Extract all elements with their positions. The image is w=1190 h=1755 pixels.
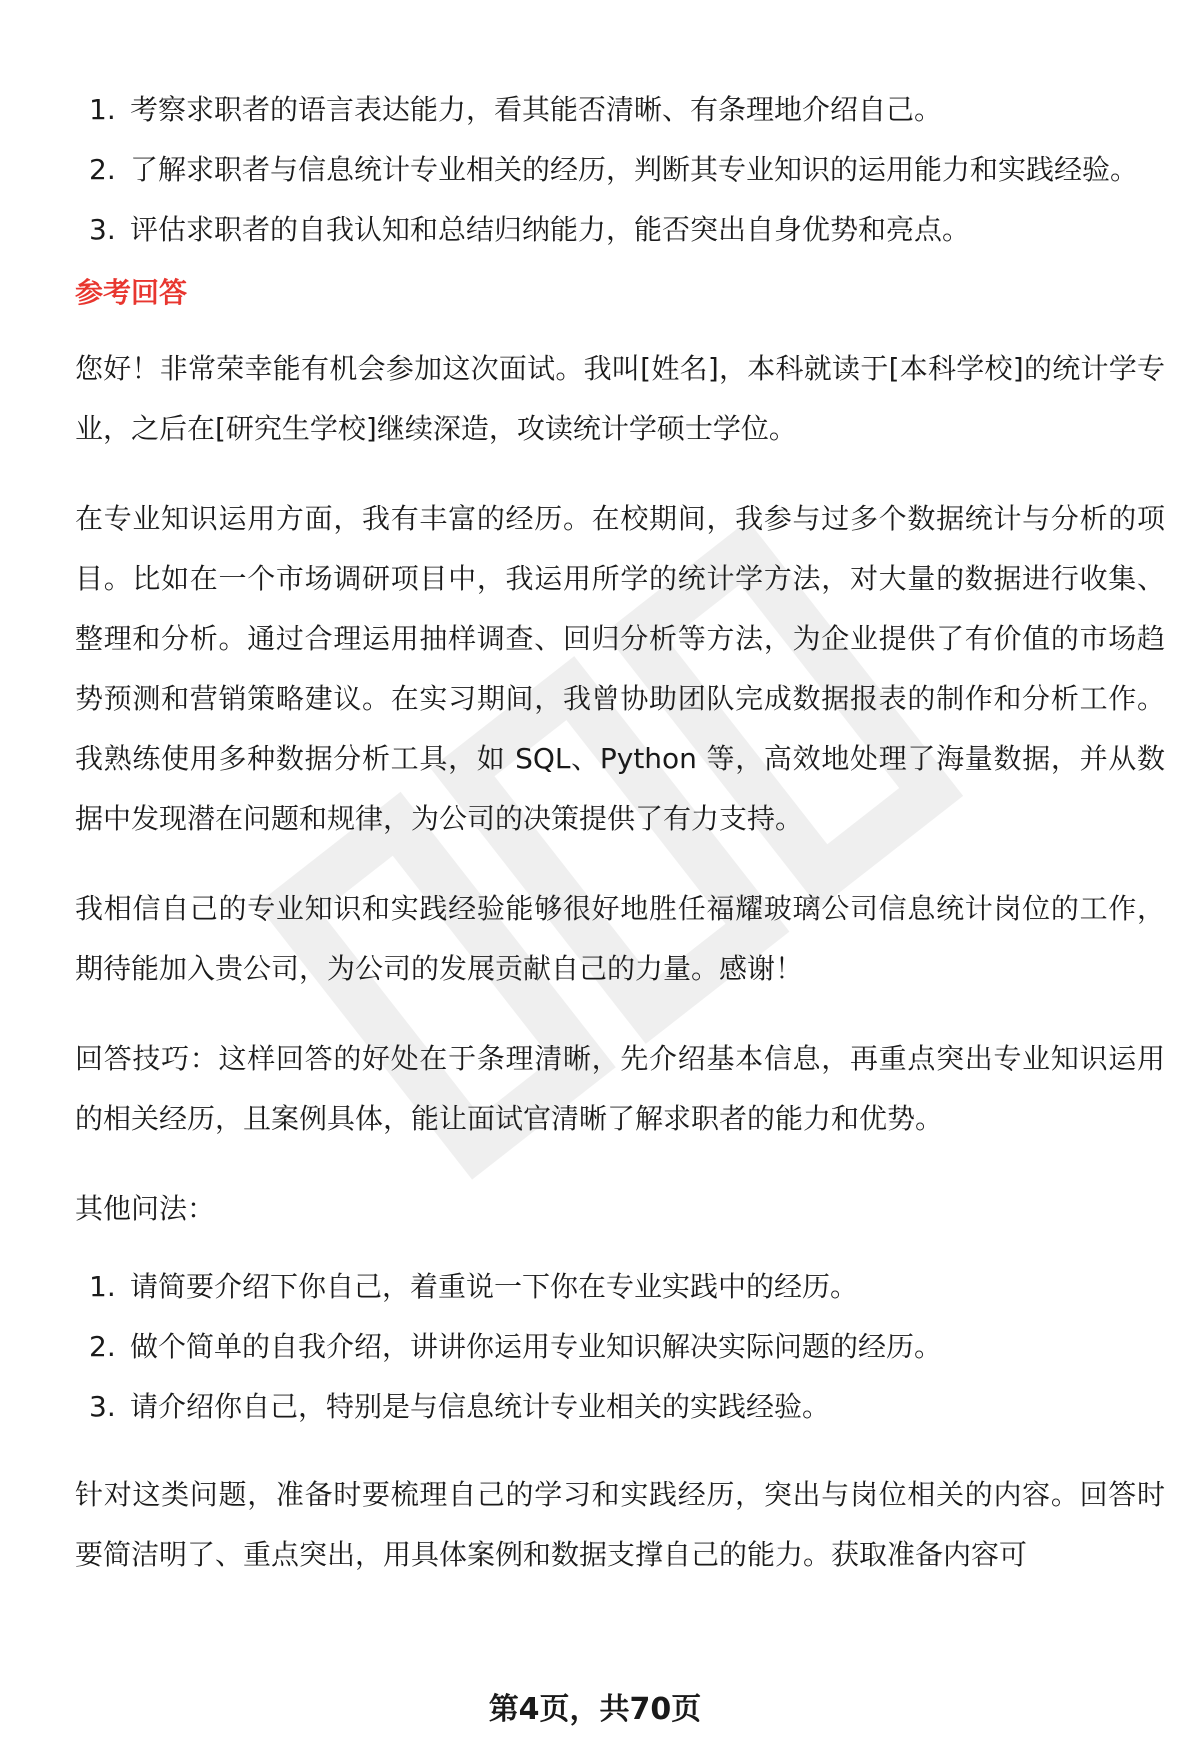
list-item: 2. 做个简单的自我介绍，讲讲你运用专业知识解决实际问题的经历。 [89, 1330, 943, 1363]
document-body [75, 80, 1165, 1615]
list-item: 3. 评估求职者的自我认知和总结归纳能力，能否突出自身优势和亮点。 [89, 213, 971, 246]
answer-paragraph: 我相信自己的专业知识和实践经验能够很好地胜任福耀玻璃公司信息统计岗位的工作，期待能加入贵公司，为公司的发展贡献自己的力量。感谢！ [75, 892, 1165, 985]
tips-paragraph: 回答技巧：这样回答的好处在于条理清晰，先介绍基本信息，再重点突出专业知识运用的相关经历，且案例具体，能让面试官清晰了解求职者的能力和优势。 [75, 1042, 1165, 1135]
closing-paragraph: 针对这类问题，准备时要梳理自己的学习和实践经历，突出与岗位相关的内容。回答时要简洁明了、重点突出，用具体案例和数据支撑自己的能力。获取准备内容可 [75, 1478, 1165, 1571]
list-item: 2. 了解求职者与信息统计专业相关的经历，判断其专业知识的运用能力和实践经验。 [89, 153, 1139, 186]
list-item: 1. 考察求职者的语言表达能力，看其能否清晰、有条理地介绍自己。 [89, 93, 943, 126]
answer-paragraph: 您好！非常荣幸能有机会参加这次面试。我叫[姓名]，本科就读于[本科学校]的统计学专业，之后在[研究生学校]继续深造，攻读统计学硕士学位。 [75, 352, 1165, 445]
list-item: 1. 请简要介绍下你自己，着重说一下你在专业实践中的经历。 [89, 1270, 859, 1303]
other-questions-label: 其他问法： [75, 1192, 216, 1225]
intent-list [75, 80, 1165, 260]
answer-paragraph: 在专业知识运用方面，我有丰富的经历。在校期间，我参与过多个数据统计与分析的项目。比如在一个市场调研项目中，我运用所学的统计学方法，对大量的数据进行收集、整理和分析。通过合理运用抽样调查、回归分析等方法，为企业提供了有价值的市场趋势预测和营销策略建议。在实习期间，我曾协助团队完成数据报表的制作和分析工作。我熟练使用多种数据分析工具，如 SQL、Python 等，高效地处理了海量数据，并从数据中发现潜在问题和规律，为公司的决策提供了有力支持。 [75, 502, 1165, 835]
page-number: 第4页，共70页 [488, 1692, 702, 1727]
list-item: 3. 请介绍你自己，特别是与信息统计专业相关的实践经验。 [89, 1390, 831, 1423]
other-questions-list [75, 1257, 1165, 1437]
section-heading: 参考回答 [75, 276, 188, 309]
